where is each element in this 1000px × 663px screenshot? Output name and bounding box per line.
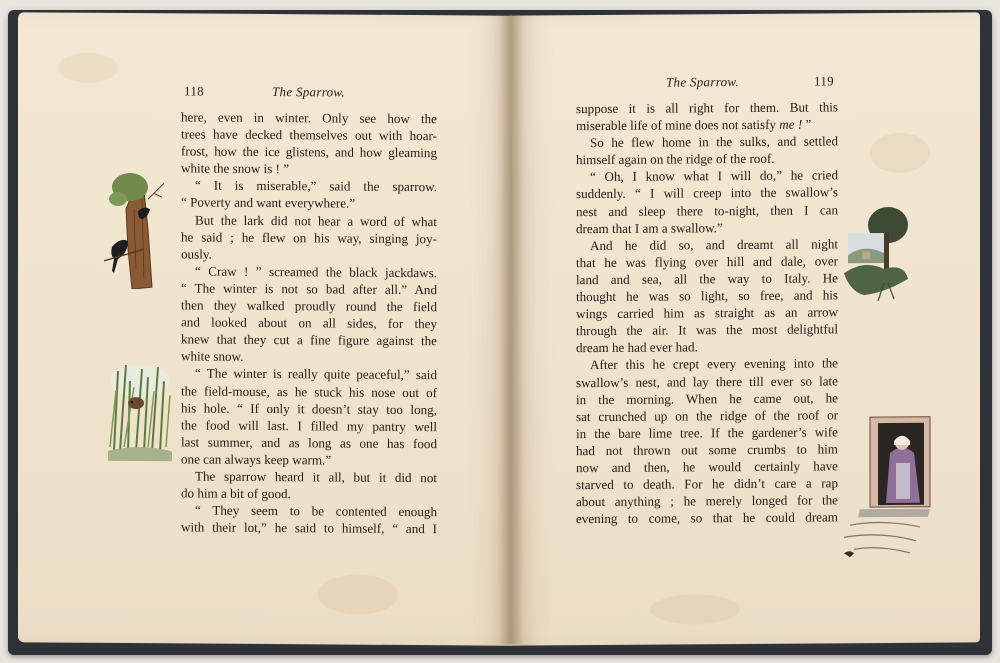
book-gutter bbox=[498, 14, 524, 644]
text-line: swallow’s nest, and lay there till ever so late bbox=[576, 372, 838, 390]
mouse-eye bbox=[131, 401, 133, 403]
gardeners-wife-illustration bbox=[840, 413, 932, 564]
text-line: “ Poverty and want everywhere.” bbox=[181, 194, 356, 212]
text-line: in the morning. When he came out, he bbox=[576, 389, 838, 407]
text-line: knew that they cut a fine figure against the bbox=[181, 331, 437, 349]
text-line: starved to death. For he didn’t care a rap bbox=[576, 475, 838, 493]
text-line: with their lot,” he said to himself, “ and I bbox=[181, 519, 437, 537]
page-number-right: 119 bbox=[814, 73, 834, 89]
text-line: “ Oh, I know what I will do,” he cried bbox=[590, 167, 838, 185]
text-line: “ Craw ! ” screamed the black jackdaws. bbox=[195, 263, 437, 281]
right-body-text bbox=[576, 98, 838, 527]
text-line: “ It is miserable,” said the sparrow. bbox=[195, 177, 437, 195]
apron bbox=[896, 463, 910, 499]
text-line: then they walked proudly round the field bbox=[181, 297, 437, 315]
text-line: white the snow is ! ” bbox=[181, 160, 290, 177]
text-line: last summer, and as long as one has food bbox=[181, 434, 437, 451]
text-line: and looked about on all sides, for they bbox=[181, 314, 437, 332]
right-page bbox=[510, 12, 980, 645]
ground bbox=[108, 447, 172, 461]
emphasis: me ! bbox=[779, 116, 803, 132]
field-mouse bbox=[128, 397, 144, 409]
text-line: trees have decked themselves out with hoar- bbox=[181, 126, 437, 144]
text-line: the food will last. I filled my pantry well bbox=[181, 417, 437, 434]
text-line: his hole. “ If only it doesn’t stay too long, bbox=[181, 400, 437, 417]
foxing-stain bbox=[650, 594, 740, 625]
text-line: “ The winter is really quite peaceful,” said bbox=[195, 365, 437, 383]
bare-branch bbox=[148, 183, 164, 199]
text-line: thought he was so light, so free, and his bbox=[576, 287, 838, 305]
text-line: do him a bit of good. bbox=[181, 485, 291, 502]
text-line: white snow. bbox=[181, 348, 244, 365]
running-title-right: The Sparrow. bbox=[666, 74, 739, 90]
text-line: land and sea, all the way to Italy. He bbox=[576, 270, 838, 288]
text-line: ously. bbox=[181, 246, 212, 262]
text-line: wings carried him as straight as an arrow bbox=[576, 304, 838, 322]
text-line: now and then, he would certainly have bbox=[576, 458, 838, 476]
jackdaws-tree-illustration bbox=[104, 169, 168, 289]
text-line: dream that I am a swallow.” bbox=[576, 219, 723, 236]
text-line: After this he crept every evening into the bbox=[590, 355, 838, 373]
text-line: here, even in winter. Only see how the bbox=[181, 109, 437, 127]
house bbox=[862, 251, 870, 259]
foxing-stain bbox=[870, 133, 930, 173]
text-line: So he flew home in the sulks, and settled bbox=[590, 133, 838, 151]
text-line: himself again on the ridge of the roof. bbox=[576, 151, 775, 168]
text-line: miserable life of mine does not satisfy me ! ” bbox=[576, 116, 812, 134]
text-line: dream he had ever had. bbox=[576, 339, 698, 356]
text-line: that he was flying over hill and dale, over bbox=[576, 253, 838, 271]
foreground-bush bbox=[844, 265, 908, 296]
foxing-stain bbox=[318, 574, 398, 615]
field-mouse-illustration bbox=[108, 351, 172, 461]
text-line: in the bare lime tree. If the gardener’s wife bbox=[576, 424, 838, 441]
text-line: the field-mouse, as he stuck his nose out of bbox=[181, 382, 437, 400]
doorstep bbox=[858, 509, 930, 518]
text-line: frost, how the ice glistens, and how gleaming bbox=[181, 143, 437, 161]
page-number-left: 118 bbox=[184, 83, 204, 99]
text-line: one can always keep warm.” bbox=[181, 451, 332, 468]
text-line: But the lark did not hear a word of what bbox=[195, 212, 437, 229]
text-line: about anything ; he merely longed for the bbox=[576, 492, 838, 510]
sparrow-on-ground bbox=[844, 551, 854, 557]
landscape-vignette-illustration bbox=[844, 203, 914, 303]
text-line: “ They seem to be contented enough bbox=[195, 502, 437, 520]
text-line: suddenly. “ I will creep into the swallow’s bbox=[576, 184, 838, 202]
text-line: And he did so, and dreamt all night bbox=[590, 236, 838, 253]
left-page bbox=[18, 12, 512, 645]
ivy-leaves bbox=[109, 192, 127, 206]
cobblestones bbox=[844, 522, 920, 553]
tree-trunk bbox=[126, 189, 152, 289]
text-line: nest and sleep there to-night, then I can bbox=[576, 201, 838, 219]
text-line: he said ; he flew on his way, singing joy- bbox=[181, 229, 437, 246]
text-line: had not thrown out some crumbs to him bbox=[576, 441, 838, 459]
text-line: “ The winter is not so bad after all.” And bbox=[181, 280, 437, 298]
running-title-left: The Sparrow. bbox=[272, 84, 345, 100]
text-line: through the air. It was the most delightful bbox=[576, 321, 838, 339]
text-line: sat crunched up on the ridge of the roof or bbox=[576, 407, 838, 424]
text-line: suppose it is all right for them. But this bbox=[576, 99, 838, 117]
left-body-text bbox=[181, 108, 437, 537]
text-line: The sparrow heard it all, but it did not bbox=[195, 468, 437, 486]
foxing-stain bbox=[58, 53, 118, 83]
text-line: evening to come, so that he could dream bbox=[576, 509, 838, 527]
